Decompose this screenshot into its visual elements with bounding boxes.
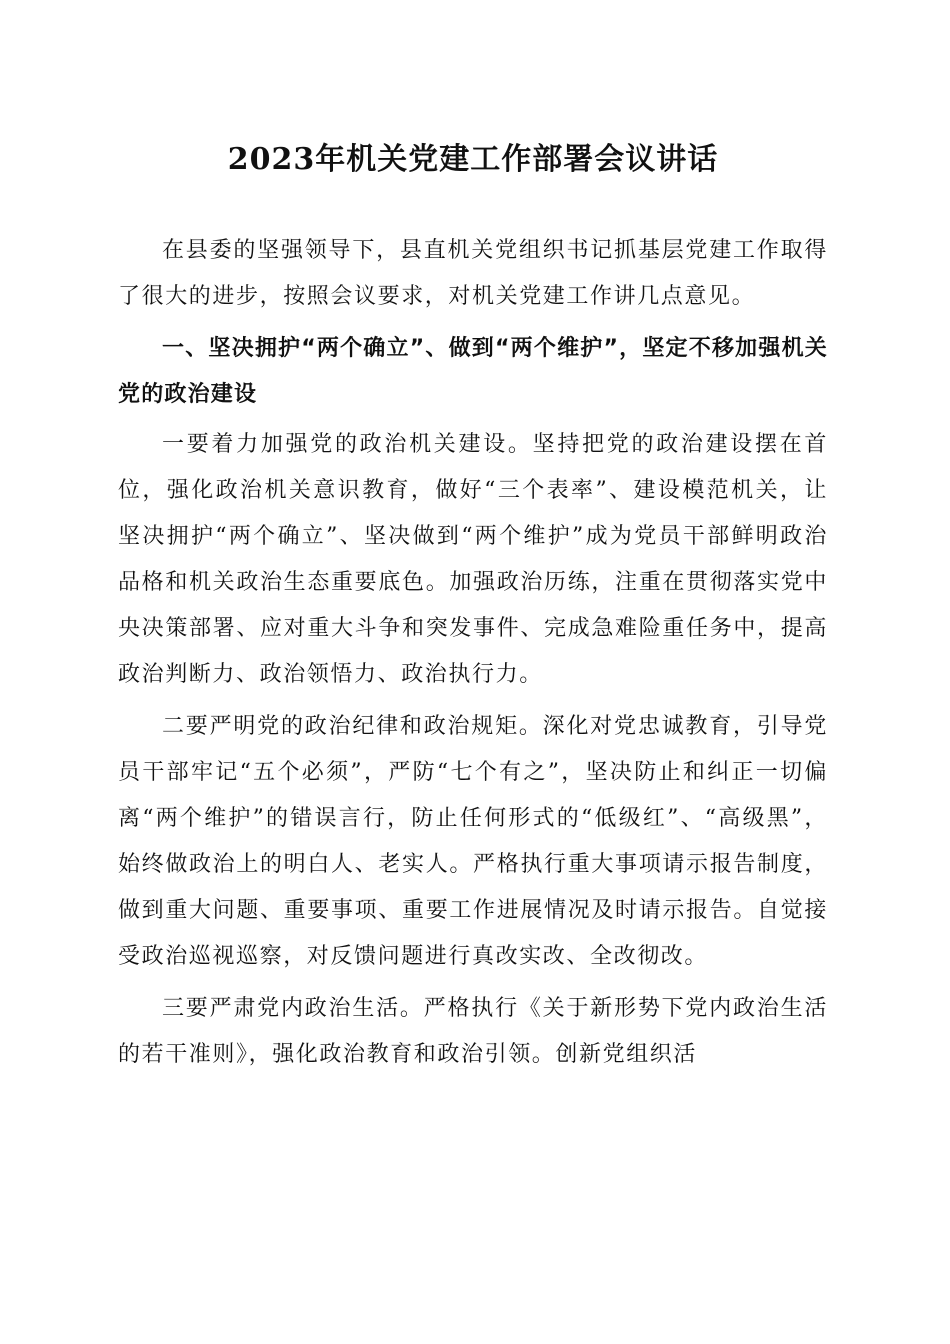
intro-paragraph: 在县委的坚强领导下，县直机关党组织书记抓基层党建工作取得了很大的进步，按照会议要求，对机关党建工作讲几点意见。 xyxy=(118,238,828,309)
paragraph-1: 一要着力加强党的政治机关建设。坚持把党的政治建设摆在首位，强化政治机关意识教育，做好“三个表率”、建设模范机关，让坚决拥护“两个确立”、坚决做到“两个维护”成为党员干部鲜明政治品格和机关政治生态重要底色。加强政治历练，注重在贯彻落实党中央决策部署、应对重大斗争和突发事件、完成急难险重任务中，提高政治判断力、政治领悟力、政治执行力。 xyxy=(118,432,828,687)
document-body xyxy=(118,228,828,1084)
section-heading-1: 一、坚决拥护“两个确立”、做到“两个维护”，坚定不移加强机关党的政治建设 xyxy=(118,336,828,407)
paragraph-3: 三要严肃党内政治生活。严格执行《关于新形势下党内政治生活的若干准则》，强化政治教育和政治引领。创新党组织活 xyxy=(118,996,828,1067)
paragraph-2: 二要严明党的政治纪律和政治规矩。深化对党忠诚教育，引导党员干部牢记“五个必须”，严防“七个有之”，坚决防止和纠正一切偏离“两个维护”的错误言行，防止任何形式的“低级红”、“高级黑”，始终做政治上的明白人、老实人。严格执行重大事项请示报告制度，做到重大问题、重要事项、重要工作进展情况及时请示报告。自觉接受政治巡视巡察，对反馈问题进行真改实改、全改彻改。 xyxy=(118,714,828,969)
document-title: 2023年机关党建工作部署会议讲话 xyxy=(227,142,719,177)
